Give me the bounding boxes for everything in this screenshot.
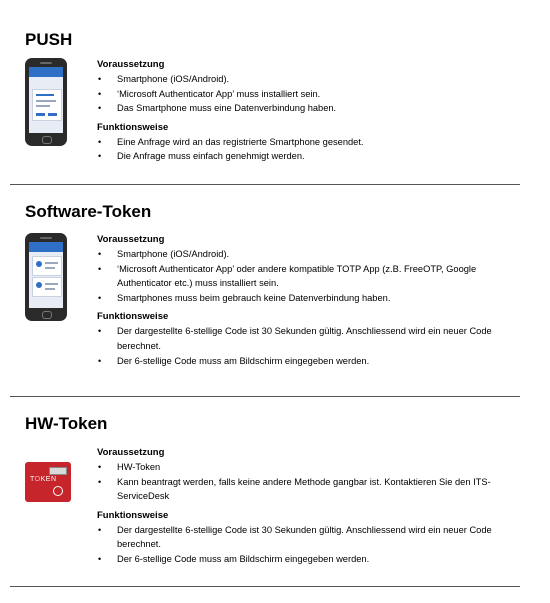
list-item: • Smartphones muss beim gebrauch keine Datenverbindung haben. (97, 291, 522, 306)
list-item: • Das Smartphone muss eine Datenverbindung haben. (97, 101, 522, 116)
hw-token-requirements-heading: Voraussetzung (97, 447, 165, 458)
list-item: • Kann beantragt werden, falls keine andere Methode gangbar ist. Kontaktieren Sie den ITS-ServiceDesk (97, 475, 522, 504)
hw-token-requirements-list (97, 460, 522, 504)
list-item: • Smartphone (iOS/Android). (97, 72, 522, 87)
software-token-function-list (97, 324, 522, 368)
section-divider (10, 184, 520, 185)
smartphone-icon (25, 233, 67, 321)
push-function-list (97, 135, 522, 164)
list-item: • ‘Microsoft Authenticator App’ muss installiert sein. (97, 87, 522, 102)
list-item: • Der 6-stellige Code muss am Bildschirm eingegeben werden. (97, 552, 522, 567)
section-divider (10, 586, 520, 587)
push-function-heading: Funktionsweise (97, 121, 169, 133)
token-brand-logo: TOKEN (30, 476, 57, 483)
software-token-title: Software-Token (25, 202, 152, 221)
list-item: • Smartphone (iOS/Android). (97, 247, 522, 262)
list-item: • ‘Microsoft Authenticator App’ oder andere kompatible TOTP App (z.B. FreeOTP, Google Authenticator etc.) muss installiert sein. (97, 262, 522, 291)
hw-token-title: HW-Token (25, 414, 108, 433)
hw-token-function-list (97, 523, 522, 567)
smartphone-icon (25, 58, 67, 146)
list-item: • Der dargestellte 6-stellige Code ist 30 Sekunden gültig. Anschliessend wird ein neuer Code berechnet. (97, 523, 522, 552)
software-token-requirements-list (97, 247, 522, 305)
software-token-function-heading: Funktionsweise (97, 311, 169, 323)
list-item: • Die Anfrage muss einfach genehmigt werden. (97, 149, 522, 164)
list-item: • HW-Token (97, 460, 522, 475)
section-divider (10, 396, 520, 397)
list-item: • Der dargestellte 6-stellige Code ist 30 Sekunden gültig. Anschliessend wird ein neuer Code berechnet. (97, 324, 522, 353)
push-requirements-heading: Voraussetzung (97, 59, 165, 70)
hw-token-function-heading: Funktionsweise (97, 509, 169, 521)
list-item: • Eine Anfrage wird an das registrierte Smartphone gesendet. (97, 135, 522, 150)
push-requirements-list (97, 72, 522, 116)
push-title: PUSH (25, 30, 73, 49)
software-token-requirements-heading: Voraussetzung (97, 234, 165, 245)
software-token-content (97, 233, 522, 373)
hardware-token-icon (25, 462, 71, 502)
push-content (97, 58, 522, 169)
hw-token-content (97, 446, 522, 572)
list-item: • Der 6-stellige Code muss am Bildschirm eingegeben werden. (97, 354, 522, 369)
